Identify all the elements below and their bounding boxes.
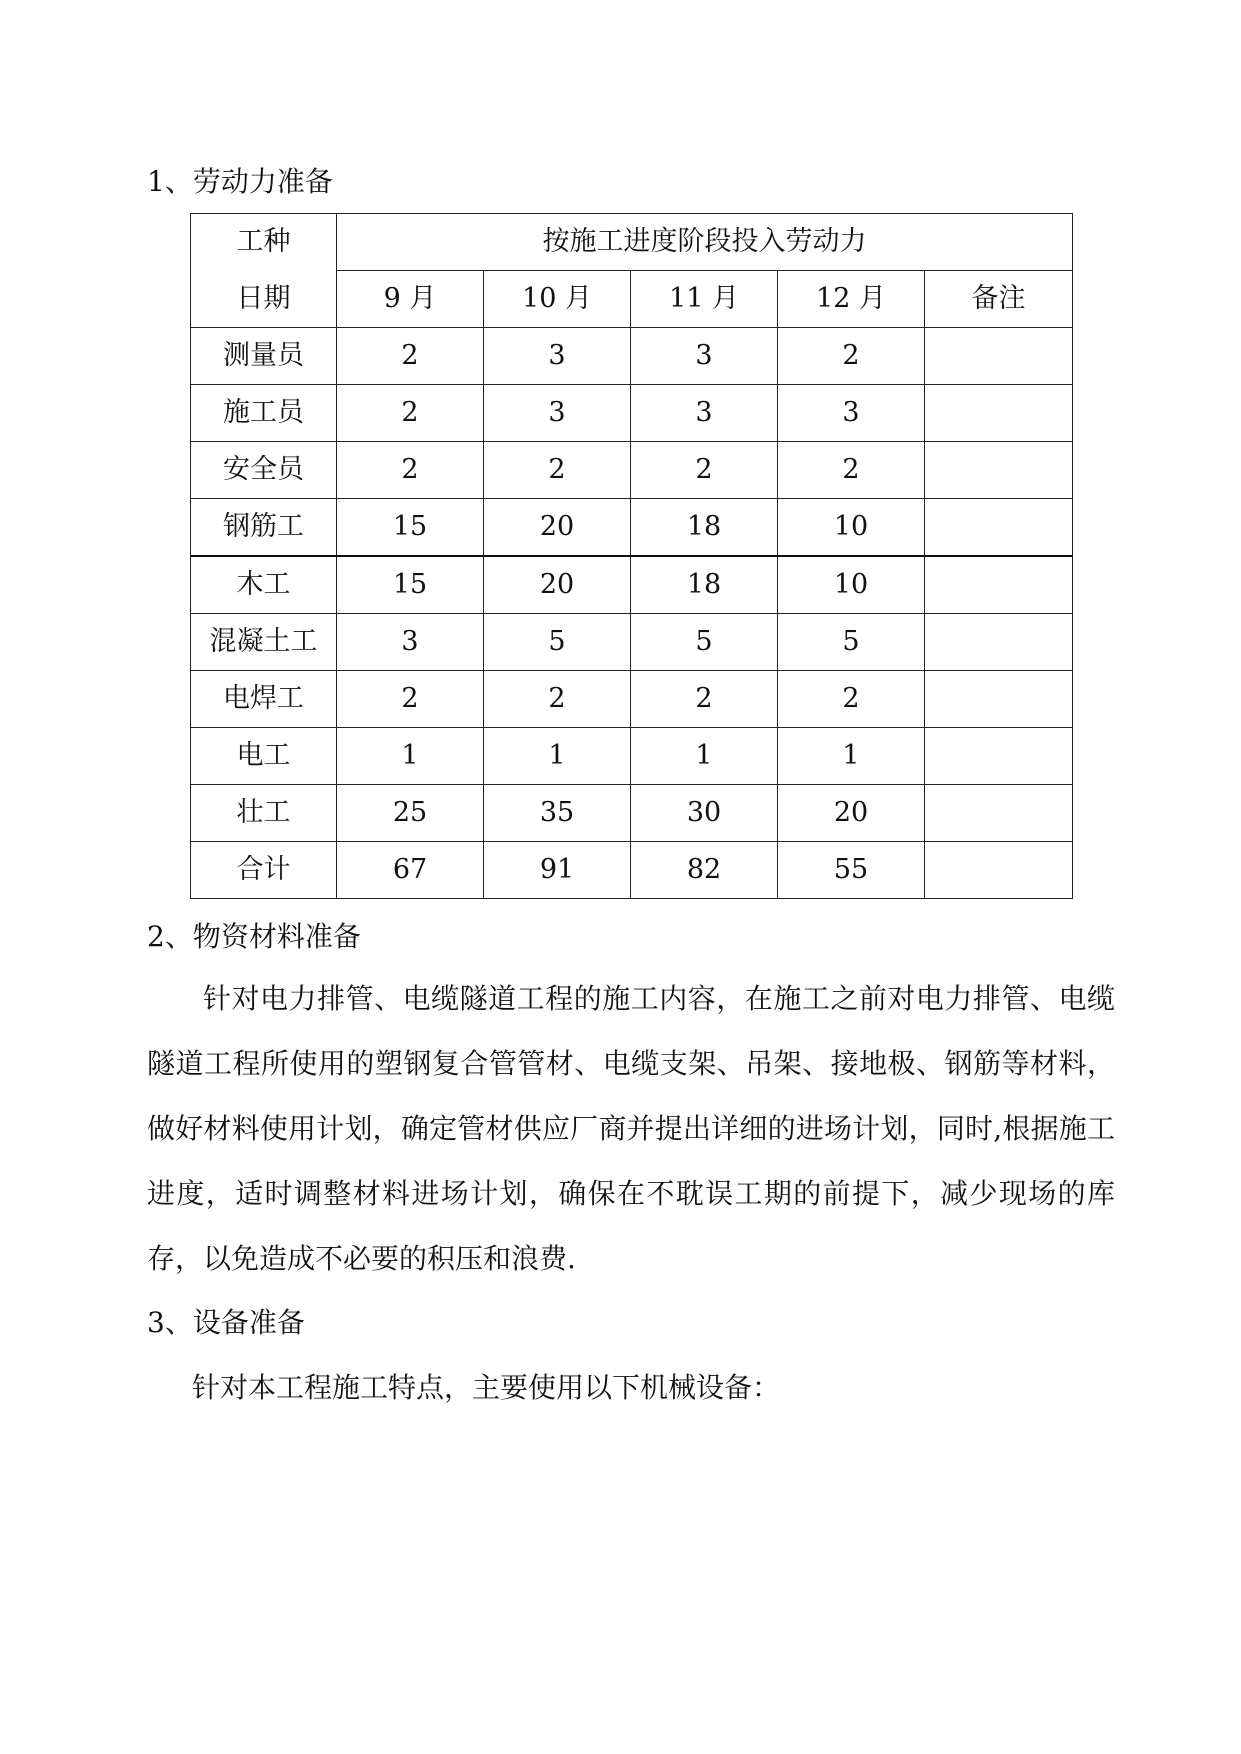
value-cell: 2 [484, 442, 631, 499]
trade-cell: 安全员 [191, 442, 337, 499]
note-cell [925, 785, 1073, 842]
table-row [191, 671, 1073, 728]
table-row [191, 385, 1073, 442]
value-cell: 2 [337, 442, 484, 499]
value-cell: 25 [337, 785, 484, 842]
table-row [191, 614, 1073, 671]
value-cell: 5 [778, 614, 925, 671]
value-cell: 10 [778, 556, 925, 614]
value-cell: 3 [337, 614, 484, 671]
value-cell: 15 [337, 499, 484, 557]
note-cell [925, 842, 1073, 899]
labor-table-body [191, 214, 1073, 899]
value-cell: 2 [484, 671, 631, 728]
section-heading-labor: 1、劳动力准备 [147, 165, 333, 198]
equipment-paragraph: 针对本工程施工特点，主要使用以下机械设备： [192, 1371, 781, 1404]
trade-cell: 电焊工 [191, 671, 337, 728]
table-row [191, 328, 1073, 385]
column-header: 11 月 [631, 271, 778, 328]
value-cell: 18 [631, 499, 778, 557]
value-cell: 2 [778, 328, 925, 385]
value-cell: 5 [484, 614, 631, 671]
value-cell: 1 [337, 728, 484, 785]
trade-cell: 壮工 [191, 785, 337, 842]
note-cell [925, 671, 1073, 728]
trade-cell: 合计 [191, 842, 337, 899]
note-cell [925, 499, 1073, 557]
value-cell: 2 [337, 385, 484, 442]
value-cell: 67 [337, 842, 484, 899]
value-cell: 3 [631, 385, 778, 442]
value-cell: 3 [484, 328, 631, 385]
value-cell: 2 [337, 671, 484, 728]
value-cell: 18 [631, 556, 778, 614]
table-row [191, 499, 1073, 557]
materials-paragraph: 针对电力排管、电缆隧道工程的施工内容，在施工之前对电力排管、电缆隧道工程所使用的塑钢复合管管材、电缆支架、吊架、接地极、钢筋等材料，做好材料使用计划，确定管材供应厂商并提出详细的进场计划，同时,根据施工进度，适时调整材料进场计划，确保在不耽误工期的前提下，减少现场的库存，以免造成不必要的积压和浪费. [147, 982, 1115, 1275]
value-cell: 2 [337, 328, 484, 385]
value-cell: 1 [484, 728, 631, 785]
value-cell: 2 [631, 671, 778, 728]
trade-cell: 木工 [191, 556, 337, 614]
table-row [191, 785, 1073, 842]
table-row [191, 728, 1073, 785]
section-heading-materials: 2、物资材料准备 [147, 920, 361, 953]
column-header: 10 月 [484, 271, 631, 328]
note-cell [925, 556, 1073, 614]
column-header: 9 月 [337, 271, 484, 328]
group-header: 按施工进度阶段投入劳动力 [337, 214, 1073, 271]
value-cell: 30 [631, 785, 778, 842]
value-cell: 20 [778, 785, 925, 842]
trade-cell: 施工员 [191, 385, 337, 442]
trade-cell: 钢筋工 [191, 499, 337, 557]
column-header: 12 月 [778, 271, 925, 328]
value-cell: 20 [484, 556, 631, 614]
value-cell: 1 [631, 728, 778, 785]
value-cell: 15 [337, 556, 484, 614]
table-header-row [191, 214, 1073, 271]
value-cell: 3 [484, 385, 631, 442]
value-cell: 35 [484, 785, 631, 842]
labor-table [190, 213, 1073, 899]
value-cell: 2 [778, 671, 925, 728]
note-cell [925, 728, 1073, 785]
table-row [191, 842, 1073, 899]
section-heading-equipment: 3、设备准备 [147, 1306, 305, 1339]
table-subheader-row [191, 271, 1073, 328]
value-cell: 10 [778, 499, 925, 557]
value-cell: 3 [778, 385, 925, 442]
corner-header-trade: 工种 [191, 214, 337, 271]
column-header: 备注 [925, 271, 1073, 328]
corner-header-date: 日期 [191, 271, 337, 328]
note-cell [925, 328, 1073, 385]
table-row [191, 556, 1073, 614]
table-row [191, 442, 1073, 499]
value-cell: 2 [778, 442, 925, 499]
note-cell [925, 442, 1073, 499]
value-cell: 20 [484, 499, 631, 557]
note-cell [925, 614, 1073, 671]
value-cell: 55 [778, 842, 925, 899]
value-cell: 5 [631, 614, 778, 671]
value-cell: 1 [778, 728, 925, 785]
trade-cell: 混凝土工 [191, 614, 337, 671]
trade-cell: 测量员 [191, 328, 337, 385]
value-cell: 91 [484, 842, 631, 899]
note-cell [925, 385, 1073, 442]
value-cell: 3 [631, 328, 778, 385]
trade-cell: 电工 [191, 728, 337, 785]
value-cell: 82 [631, 842, 778, 899]
value-cell: 2 [631, 442, 778, 499]
